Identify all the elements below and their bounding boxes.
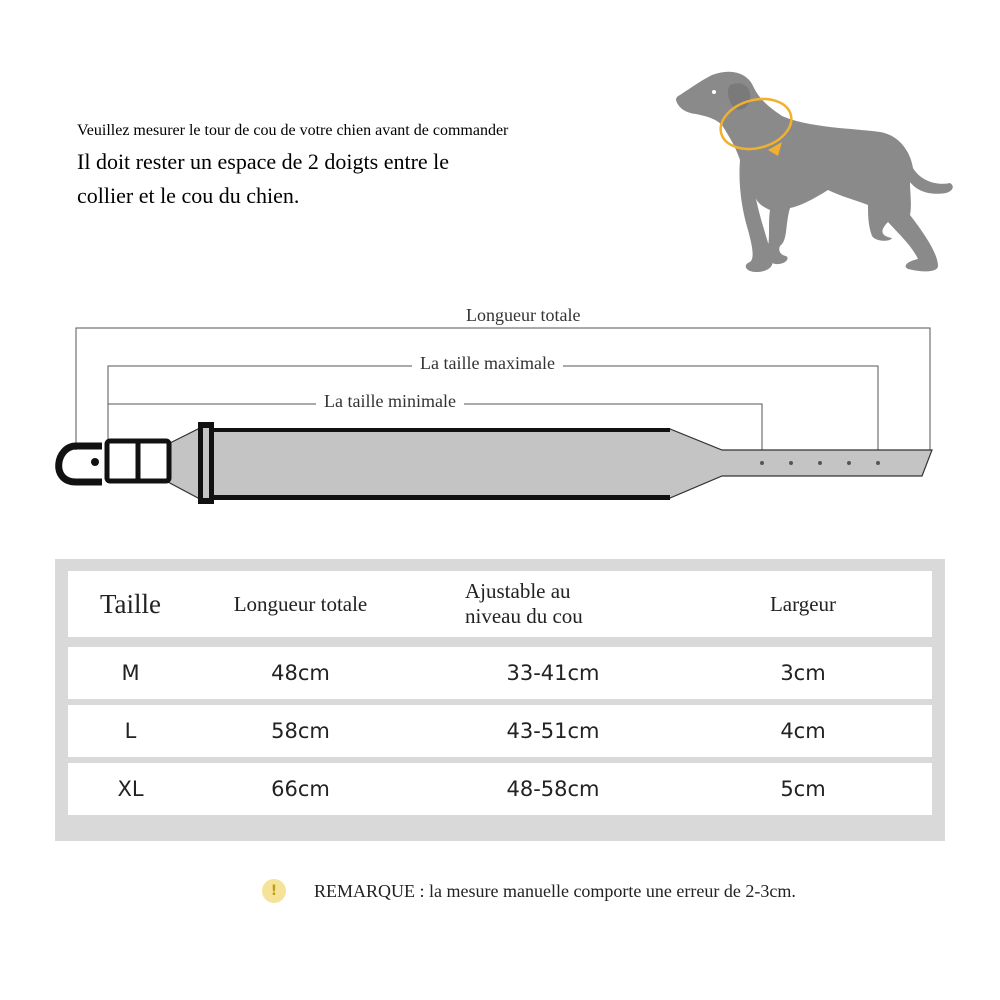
cell-adjustable: 48-58cm [506, 777, 600, 801]
table-row [68, 763, 932, 815]
cell-adjustable: 43-51cm [506, 719, 600, 743]
intro-instruction: Veuillez mesurer le tour de cou de votre chien avant de commander [77, 122, 509, 139]
cell-total-length: 48cm [271, 661, 330, 685]
cell-total-length: 58cm [271, 719, 330, 743]
header-adjustable-line1: Ajustable au [465, 579, 571, 603]
collar-hole [760, 461, 764, 465]
label-min-size: La taille minimale [316, 391, 464, 412]
dog-body [676, 72, 953, 272]
header-width: Largeur [769, 591, 837, 616]
header-adjustable [465, 571, 665, 637]
cell-size: M [121, 661, 140, 685]
cell-total-length: 66cm [271, 777, 330, 801]
cell-size: XL [117, 777, 144, 801]
collar-hole [847, 461, 851, 465]
collar-diagram [40, 300, 960, 520]
dog-silhouette-icon [668, 60, 968, 285]
header-adjustable-line2: niveau du cou [465, 604, 583, 628]
size-table [55, 559, 945, 841]
buckle-icon [107, 441, 169, 481]
collar-strap [168, 429, 932, 498]
cell-size: L [124, 719, 137, 743]
collar-keeper-inner [203, 428, 209, 498]
collar-hole [818, 461, 822, 465]
collar-hole [789, 461, 793, 465]
dog-eye [712, 90, 716, 94]
header-size: Taille [99, 588, 162, 619]
header-total-length: Longueur totale [233, 591, 368, 616]
table-row [68, 705, 932, 757]
note-text: REMARQUE : la mesure manuelle comporte une erreur de 2-3cm. [314, 880, 796, 901]
cell-width: 4cm [780, 719, 826, 743]
label-total-length: Longueur totale [458, 305, 588, 326]
intro-spacing-line2: collier et le cou du chien. [77, 183, 300, 208]
table-header-row [68, 571, 932, 637]
d-ring-rivet [91, 458, 99, 466]
cell-adjustable: 33-41cm [506, 661, 600, 685]
cell-width: 3cm [780, 661, 826, 685]
warning-icon: ! [262, 879, 286, 903]
table-row [68, 647, 932, 699]
collar-hole [876, 461, 880, 465]
measurement-note [262, 879, 796, 903]
label-max-size: La taille maximale [412, 353, 563, 374]
intro-spacing-line1: Il doit rester un espace de 2 doigts entre le [77, 149, 450, 174]
cell-width: 5cm [780, 777, 826, 801]
